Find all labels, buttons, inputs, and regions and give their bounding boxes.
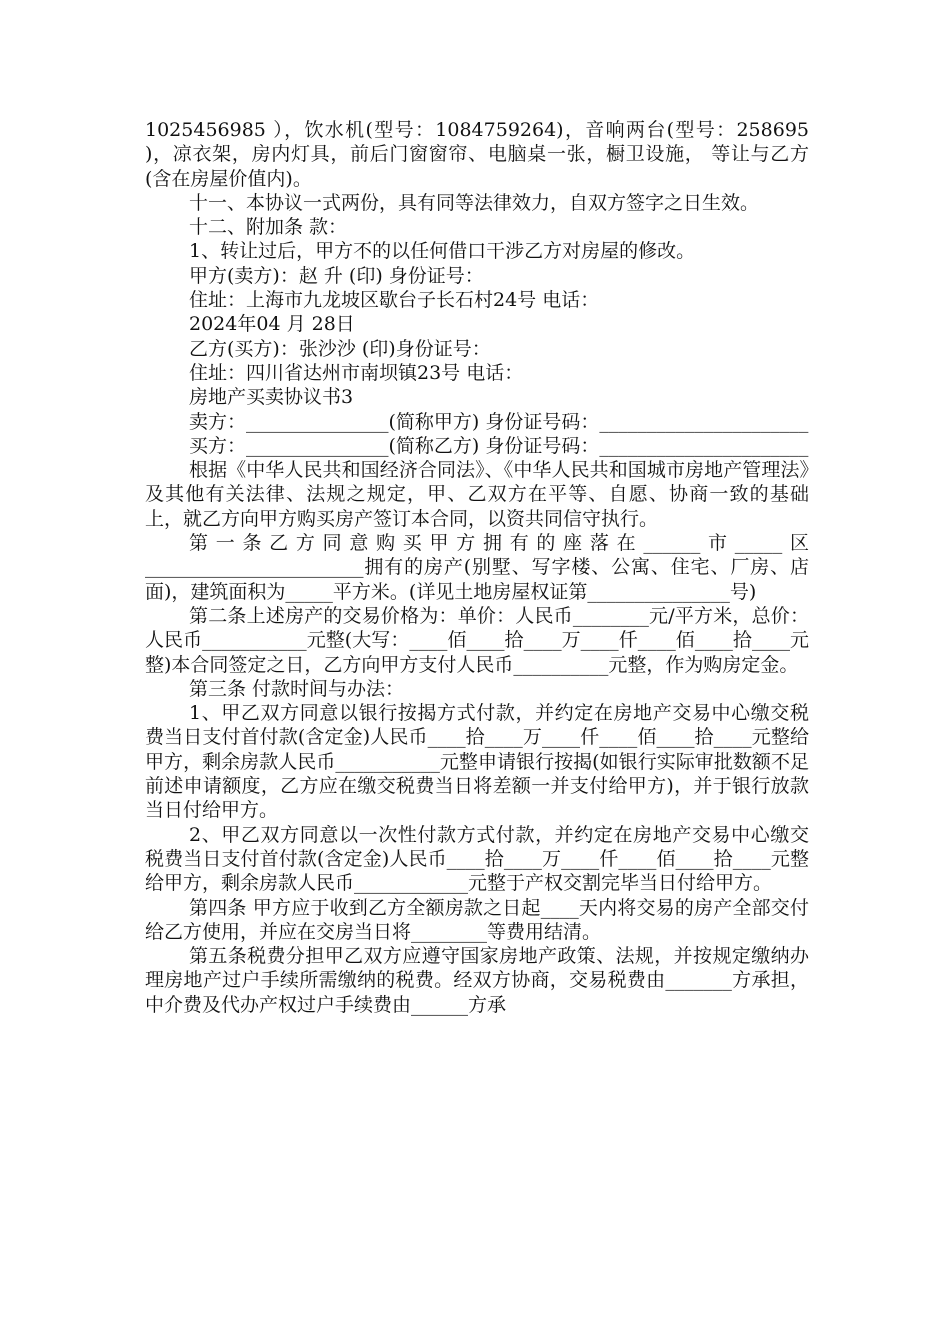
paragraph: 住址：四川省达州市南坝镇23号 电话： <box>189 361 524 384</box>
paragraph: 十一、本协议一式两份，具有同等法律效力，自双方签字之日生效。 <box>189 191 760 214</box>
paragraph: 1025456985 ），饮水机(型号：1084759264)，音响两台(型号：258695 )，凉衣架，房内灯具，前后门窗窗帘、电脑桌一张，橱卫设施， 等让与乙方(含在房屋价值内)。 <box>145 119 809 190</box>
paragraph: 卖方：_______________(简称甲方) 身份证号码：______________________ <box>189 410 809 433</box>
paragraph: 1、转让过后，甲方不的以任何借口干涉乙方对房屋的修改。 <box>189 240 696 263</box>
paragraph: 第三条 付款时间与办法： <box>189 677 405 700</box>
paragraph: 第一条乙方同意购买甲方拥有的座落在______市_____区_______________________拥有的房产(别墅、写字楼、公寓、住宅、厂房、店面)，建筑面积为_____平方米。(详见土地房屋权证第_______________号) <box>145 532 809 603</box>
paragraph: 第二条上述房产的交易价格为：单价：人民币________元/平方米，总价：人民币___________元整(大写：____佰____拾____万____仟____佰____拾____元整)本合同签定之日，乙方向甲方支付人民币__________元整，作为购房定金。 <box>145 604 809 676</box>
paragraph: 买方：_______________(简称乙方) 身份证号码：______________________ <box>189 434 809 457</box>
paragraph: 十二、附加条 款： <box>189 216 348 239</box>
paragraph: 甲方(卖方)：赵 升 (印) 身份证号： <box>189 264 484 287</box>
paragraph: 第四条 甲方应于收到乙方全额房款之日起____天内将交易的房产全部交付给乙方使用，并应在交房当日将________等费用结清。 <box>145 896 809 943</box>
paragraph: 2024年04 月 28日 <box>189 313 355 336</box>
paragraph: 第五条税费分担甲乙双方应遵守国家房地产政策、法规，并按规定缴纳办理房地产过户手续所需缴纳的税费。经双方协商，交易税费由_______方承担，中介费及代办产权过户手续费由______方承 <box>145 945 809 1016</box>
paragraph: 房地产买卖协议书3 <box>189 386 354 409</box>
paragraph: 乙方(买方)：张沙沙 (印)身份证号： <box>189 337 491 360</box>
paragraph: 1、甲乙双方同意以银行按揭方式付款，并约定在房地产交易中心缴交税费当日支付首付款(含定金)人民币____拾____万____仟____佰____拾____元整给甲方，剩余房款人民币___________元整申请银行按揭(如银行实际审批数额不足前述申请额度，乙方应在缴交税费当日将差额一并支付给甲方)，并于银行放款当日付给甲方。 <box>145 702 809 822</box>
paragraph: 根据《中华人民共和国经济合同法》、《中华人民共和国城市房地产管理法》及其他有关法律、法规之规定，甲、乙双方在平等、自愿、协商一致的基础上，就乙方向甲方购买房产签订本合同，以资共同信守执行。 <box>145 459 809 530</box>
paragraph: 住址：上海市九龙坡区歇台子长石村24号 电话： <box>189 289 600 312</box>
paragraph: 2、甲乙双方同意以一次性付款方式付款，并约定在房地产交易中心缴交税费当日支付首付款(含定金)人民币____拾____万____仟____佰____拾____元整给甲方，剩余房款人民币____________元整于产权交割完毕当日付给甲方。 <box>145 823 809 895</box>
document-page <box>145 118 809 1017</box>
